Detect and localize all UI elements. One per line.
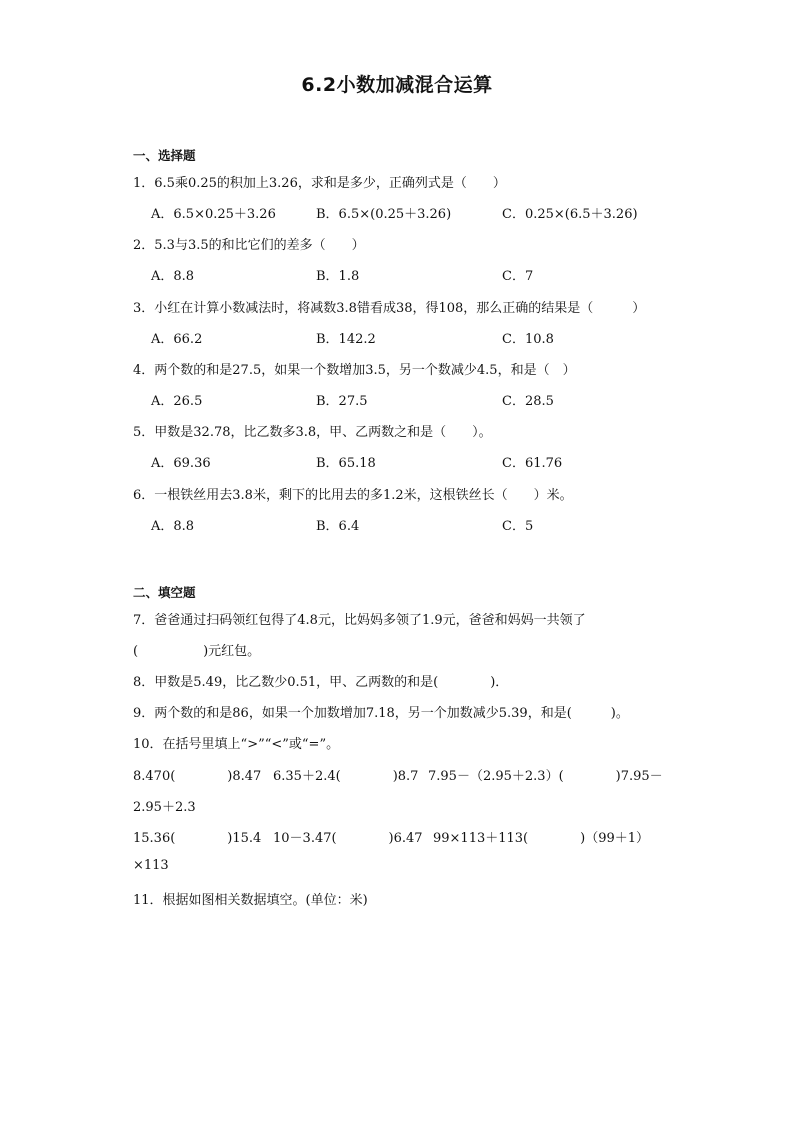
question-8[interactable]: 8．甲数是5.49，比乙数少0.51，甲、乙两数的和是( )． [133, 675, 509, 690]
compare-item-3-continued: 2.95＋2.3 [133, 800, 196, 815]
question-2: 2．5.3与3.5的和比它们的差多（ ） [133, 238, 365, 253]
option-c[interactable]: C．28.5 [502, 394, 554, 409]
option-b[interactable]: B．6.5×(0.25＋3.26) [316, 207, 452, 222]
options-6 [151, 515, 671, 533]
options-5 [151, 452, 671, 470]
option-a[interactable]: A．8.8 [151, 519, 195, 534]
compare-item-4[interactable]: 15.36( )15.4 [133, 831, 262, 846]
option-a[interactable]: A．26.5 [151, 394, 203, 409]
question-7-line-2[interactable]: ( )元红包。 [133, 644, 261, 659]
compare-item-6[interactable]: 99×113＋113( )（99＋1） [433, 831, 650, 846]
options-3 [151, 328, 671, 346]
option-a[interactable]: A．69.36 [151, 456, 211, 471]
question-7-line-1: 7．爸爸通过扫码领红包得了4.8元，比妈妈多领了1.9元，爸爸和妈妈一共领了 [133, 613, 586, 628]
question-11: 11．根据如图相关数据填空。(单位：米) [133, 893, 368, 908]
option-b[interactable]: B．6.4 [316, 519, 360, 534]
compare-item-6-continued: ×113 [133, 858, 169, 873]
option-b[interactable]: B．65.18 [316, 456, 376, 471]
section-heading-choice: 一、选择题 [133, 148, 196, 163]
option-c[interactable]: C．5 [502, 519, 534, 534]
option-c[interactable]: C．10.8 [502, 332, 554, 347]
page-title: 6.2小数加减混合运算 [301, 74, 493, 96]
compare-item-2[interactable]: 6.35＋2.4( )8.7 [273, 769, 419, 784]
question-5: 5．甲数是32.78，比乙数多3.8，甲、乙两数之和是（ ）。 [133, 425, 492, 440]
question-4: 4．两个数的和是27.5，如果一个数增加3.5，另一个数减少4.5，和是（ ） [133, 363, 576, 378]
question-9[interactable]: 9．两个数的和是86，如果一个加数增加7.18，另一个加数减少5.39，和是( )。 [133, 706, 629, 721]
options-4 [151, 390, 671, 408]
options-2 [151, 265, 671, 283]
compare-item-1[interactable]: 8.470( )8.47 [133, 769, 262, 784]
compare-item-5[interactable]: 10－3.47( )6.47 [273, 831, 423, 846]
question-10: 10．在括号里填上“>”“<”或“=”。 [133, 737, 340, 752]
option-b[interactable]: B．27.5 [316, 394, 368, 409]
option-a[interactable]: A．8.8 [151, 269, 195, 284]
question-6: 6．一根铁丝用去3.8米，剩下的比用去的多1.2米，这根铁丝长（ ）米。 [133, 488, 573, 503]
section-heading-fill: 二、填空题 [133, 585, 196, 600]
compare-item-3[interactable]: 7.95－（2.95＋2.3）( )7.95－ [428, 769, 663, 784]
option-a[interactable]: A．6.5×0.25＋3.26 [151, 207, 276, 222]
options-1 [151, 203, 671, 221]
question-3: 3．小红在计算小数减法时，将减数3.8错看成38，得108，那么正确的结果是（ ） [133, 301, 646, 316]
question-1: 1．6.5乘0.25的积加上3.26，求和是多少，正确列式是（ ） [133, 176, 506, 191]
option-a[interactable]: A．66.2 [151, 332, 203, 347]
option-c[interactable]: C．0.25×(6.5＋3.26) [502, 207, 638, 222]
option-b[interactable]: B．142.2 [316, 332, 376, 347]
option-b[interactable]: B．1.8 [316, 269, 360, 284]
option-c[interactable]: C．61.76 [502, 456, 563, 471]
option-c[interactable]: C．7 [502, 269, 534, 284]
